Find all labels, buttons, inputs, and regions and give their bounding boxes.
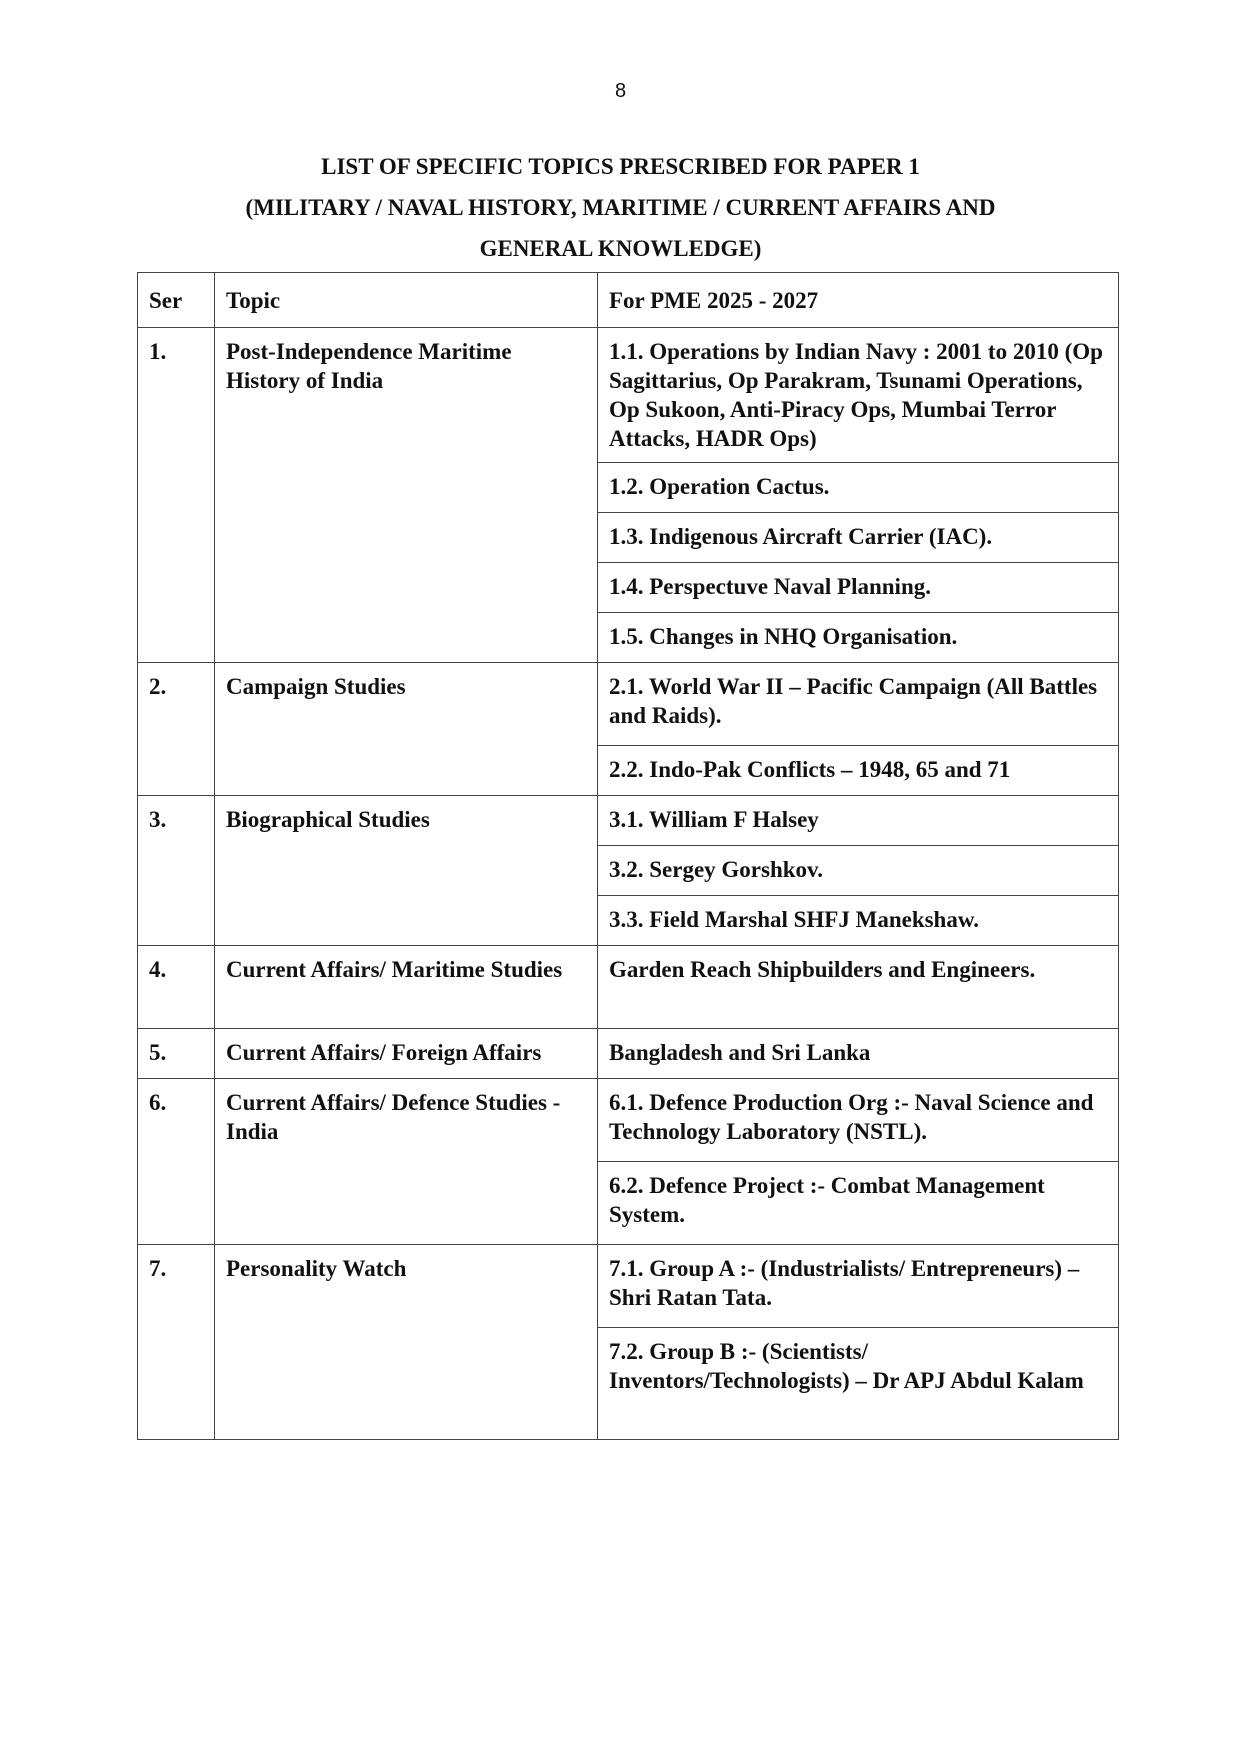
subtopic-cell: 6.2. Defence Project :- Combat Management System. [598,1162,1119,1245]
header-topic: Topic [215,273,598,328]
topic-cell: Biographical Studies [215,796,598,946]
subtopic-cell: 7.2. Group B :- (Scientists/ Inventors/Technologists) – Dr APJ Abdul Kalam [598,1328,1119,1440]
subtopic-cell: 1.1. Operations by Indian Navy : 2001 to 2010 (Op Sagittarius, Op Parakram, Tsunami Operations, Op Sukoon, Anti-Piracy Ops, Mumbai Terror Attacks, HADR Ops) [598,328,1119,463]
ser-cell: 7. [138,1245,215,1440]
ser-cell: 1. [138,328,215,663]
table-row [138,1079,1119,1162]
subtopic-cell: 6.1. Defence Production Org :- Naval Science and Technology Laboratory (NSTL). [598,1079,1119,1162]
table-row [138,946,1119,1029]
subtopic-cell: 7.1. Group A :- (Industrialists/ Entrepreneurs) – Shri Ratan Tata. [598,1245,1119,1328]
table-row [138,796,1119,846]
topics-table [137,272,1119,1440]
topic-cell: Campaign Studies [215,663,598,796]
subtopic-cell: 1.4. Perspectuve Naval Planning. [598,563,1119,613]
ser-cell: 3. [138,796,215,946]
subtopic-cell: 3.2. Sergey Gorshkov. [598,846,1119,896]
topic-cell: Current Affairs/ Defence Studies - India [215,1079,598,1245]
page-number: 8 [614,80,627,102]
table-row [138,663,1119,746]
subtopic-cell: 2.2. Indo-Pak Conflicts – 1948, 65 and 71 [598,746,1119,796]
subtopic-cell: 1.5. Changes in NHQ Organisation. [598,613,1119,663]
table-row [138,328,1119,463]
table-header-row [138,273,1119,328]
subtopic-cell: Garden Reach Shipbuilders and Engineers. [598,946,1119,1029]
subtopic-cell: 3.3. Field Marshal SHFJ Manekshaw. [598,896,1119,946]
topic-cell: Post-Independence Maritime History of India [215,328,598,663]
subtopic-cell: Bangladesh and Sri Lanka [598,1029,1119,1079]
subtopic-cell: 1.2. Operation Cactus. [598,463,1119,513]
table-row [138,1029,1119,1079]
topic-cell: Current Affairs/ Foreign Affairs [215,1029,598,1079]
subtopic-cell: 1.3. Indigenous Aircraft Carrier (IAC). [598,513,1119,563]
header-ser: Ser [138,273,215,328]
ser-cell: 4. [138,946,215,1029]
ser-cell: 5. [138,1029,215,1079]
title-line-1: LIST OF SPECIFIC TOPICS PRESCRIBED FOR PAPER 1 [321,154,920,179]
table-row [138,1245,1119,1328]
title-line-3: GENERAL KNOWLEDGE) [479,236,762,261]
subtopic-cell: 3.1. William F Halsey [598,796,1119,846]
ser-cell: 6. [138,1079,215,1245]
header-period: For PME 2025 - 2027 [598,273,1119,328]
topic-cell: Personality Watch [215,1245,598,1440]
subtopic-cell: 2.1. World War II – Pacific Campaign (All Battles and Raids). [598,663,1119,746]
title-line-2: (MILITARY / NAVAL HISTORY, MARITIME / CURRENT AFFAIRS AND [245,195,996,220]
ser-cell: 2. [138,663,215,796]
document-title [0,146,1241,269]
topic-cell: Current Affairs/ Maritime Studies [215,946,598,1029]
